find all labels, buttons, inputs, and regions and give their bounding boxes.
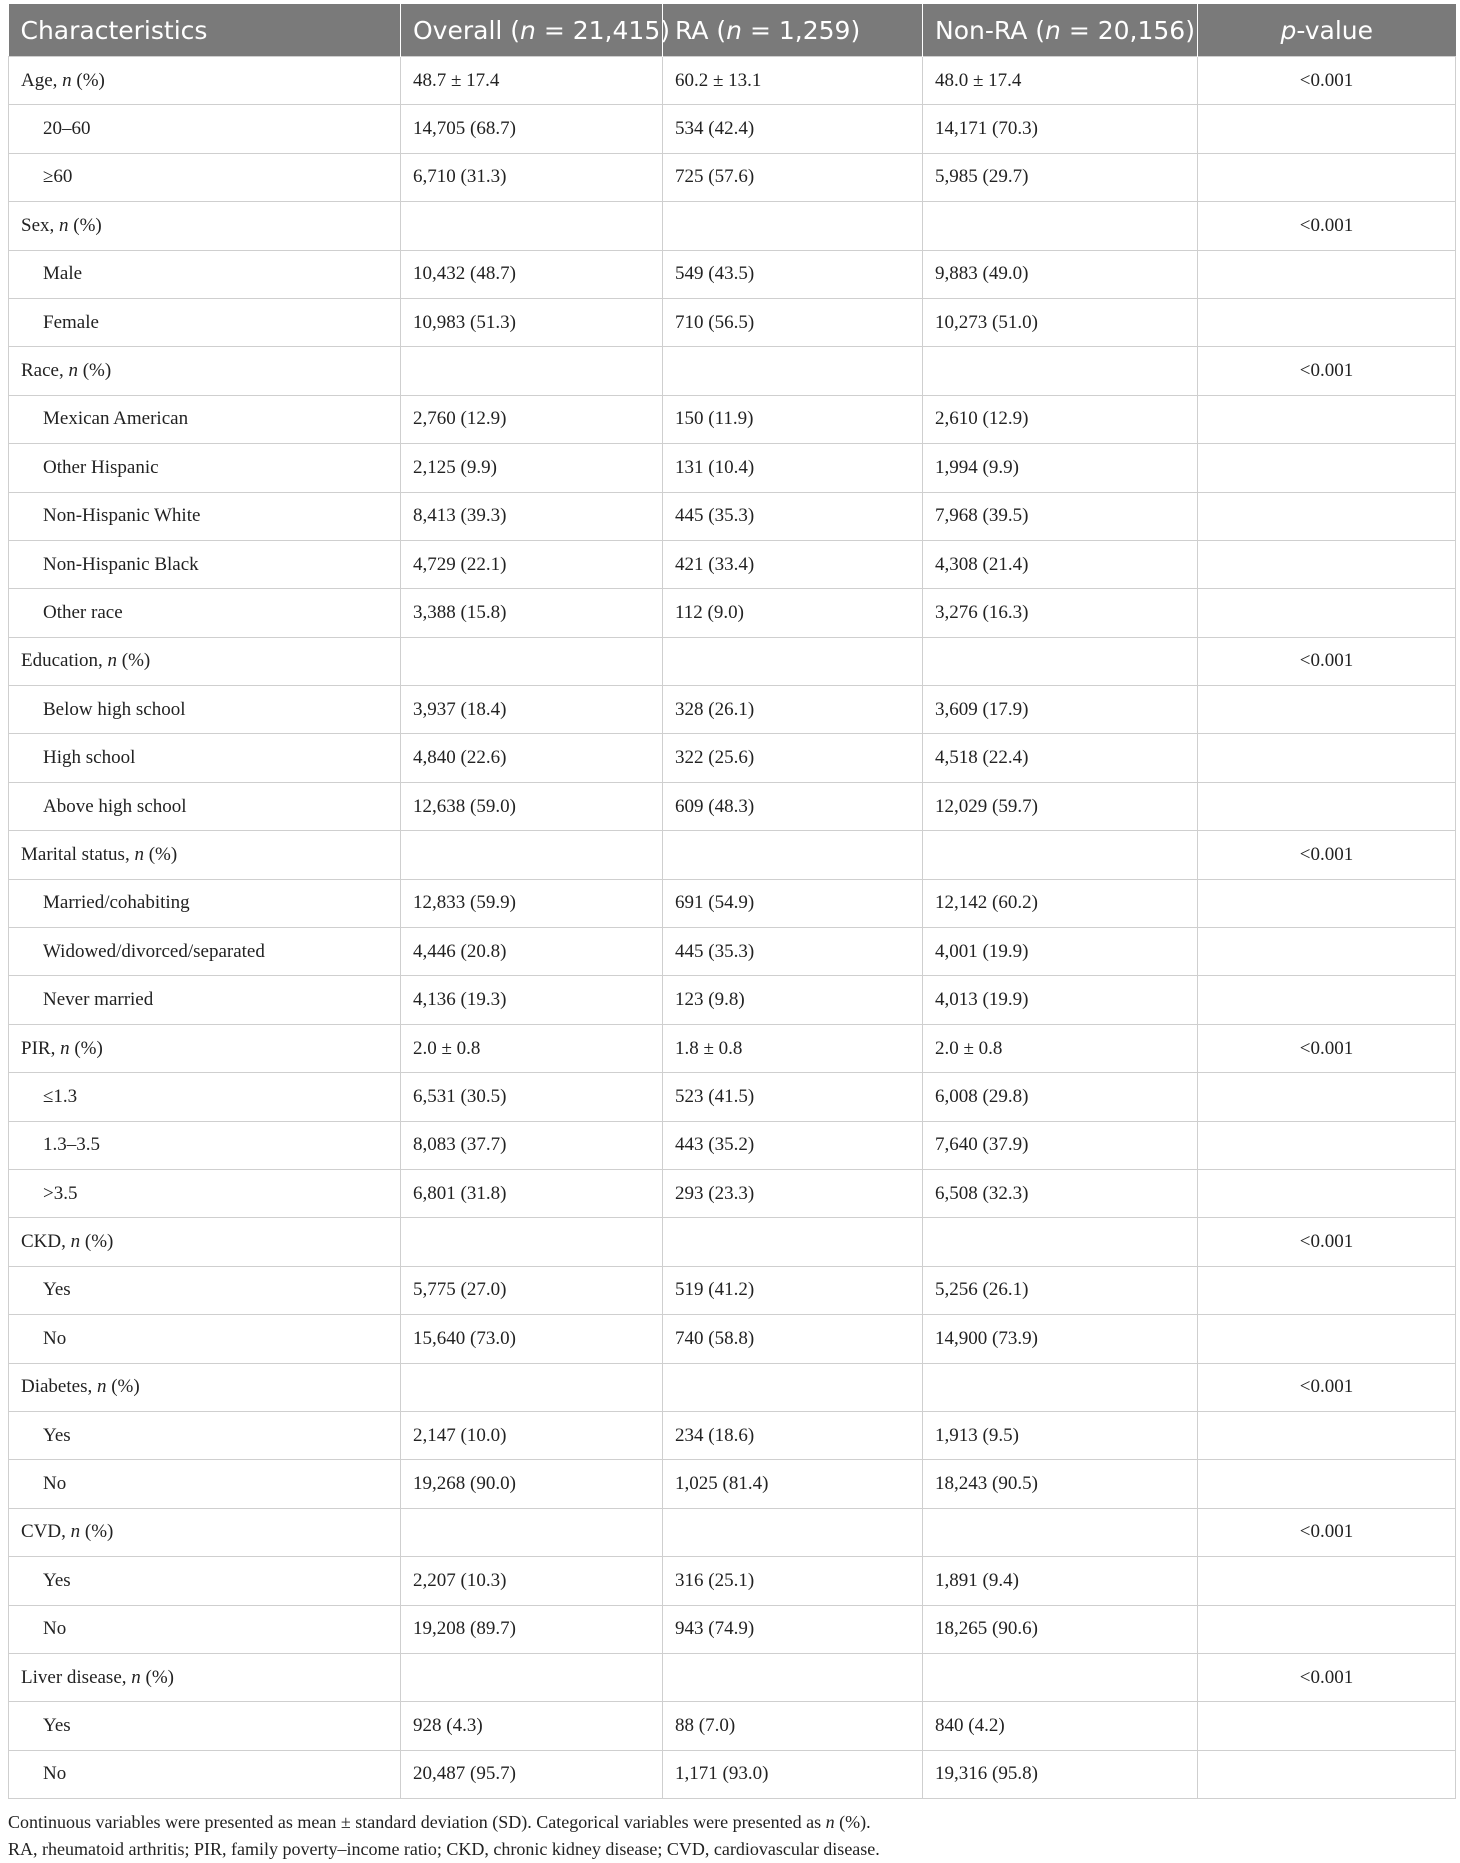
table-row — [9, 928, 1456, 976]
table-row — [9, 1218, 1456, 1266]
table-container — [8, 4, 1455, 1863]
header-ra: RA (n = 1,259) — [663, 4, 923, 57]
ra-cell: 445 (35.3) — [663, 928, 923, 976]
ra-cell: 943 (74.9) — [663, 1605, 923, 1653]
overall-cell: 12,833 (59.9) — [401, 879, 663, 927]
table-row — [9, 637, 1456, 685]
characteristic-label: 1.3–3.5 — [9, 1121, 401, 1169]
ra-cell: 534 (42.4) — [663, 105, 923, 153]
overall-cell: 2,125 (9.9) — [401, 444, 663, 492]
characteristic-label: Education, n (%) — [9, 637, 401, 685]
characteristic-label: Other race — [9, 589, 401, 637]
non-ra-cell: 4,001 (19.9) — [923, 928, 1198, 976]
overall-cell: 10,983 (51.3) — [401, 298, 663, 346]
characteristic-label: High school — [9, 734, 401, 782]
overall-cell — [401, 1508, 663, 1556]
ra-cell: 710 (56.5) — [663, 298, 923, 346]
table-row — [9, 782, 1456, 830]
non-ra-cell: 10,273 (51.0) — [923, 298, 1198, 346]
characteristic-label: Male — [9, 250, 401, 298]
overall-cell: 19,208 (89.7) — [401, 1605, 663, 1653]
overall-cell: 2,147 (10.0) — [401, 1411, 663, 1459]
overall-cell: 2,207 (10.3) — [401, 1557, 663, 1605]
characteristic-label: Below high school — [9, 686, 401, 734]
characteristic-label: Widowed/divorced/separated — [9, 928, 401, 976]
ra-cell: 112 (9.0) — [663, 589, 923, 637]
ra-cell — [663, 1653, 923, 1701]
p-value-cell: <0.001 — [1198, 637, 1456, 685]
overall-cell — [401, 1653, 663, 1701]
characteristic-label: Yes — [9, 1702, 401, 1750]
overall-cell — [401, 347, 663, 395]
p-value-cell: <0.001 — [1198, 1024, 1456, 1072]
ra-cell — [663, 831, 923, 879]
p-value-cell — [1198, 298, 1456, 346]
table-row — [9, 879, 1456, 927]
non-ra-cell — [923, 1508, 1198, 1556]
ra-cell: 443 (35.2) — [663, 1121, 923, 1169]
non-ra-cell: 18,265 (90.6) — [923, 1605, 1198, 1653]
characteristic-label: Above high school — [9, 782, 401, 830]
table-row — [9, 1411, 1456, 1459]
p-value-cell — [1198, 153, 1456, 201]
ra-cell: 131 (10.4) — [663, 444, 923, 492]
non-ra-cell — [923, 202, 1198, 250]
characteristic-label: ≥60 — [9, 153, 401, 201]
non-ra-cell: 4,013 (19.9) — [923, 976, 1198, 1024]
non-ra-cell: 7,968 (39.5) — [923, 492, 1198, 540]
table-row — [9, 1702, 1456, 1750]
p-value-cell: <0.001 — [1198, 831, 1456, 879]
overall-cell — [401, 202, 663, 250]
non-ra-cell — [923, 1218, 1198, 1266]
characteristic-label: No — [9, 1750, 401, 1798]
ra-cell: 691 (54.9) — [663, 879, 923, 927]
ra-cell: 123 (9.8) — [663, 976, 923, 1024]
non-ra-cell: 19,316 (95.8) — [923, 1750, 1198, 1798]
non-ra-cell — [923, 637, 1198, 685]
non-ra-cell: 4,308 (21.4) — [923, 540, 1198, 588]
ra-cell: 421 (33.4) — [663, 540, 923, 588]
overall-cell: 4,446 (20.8) — [401, 928, 663, 976]
footnote-line-2: RA, rheumatoid arthritis; PIR, family poverty–income ratio; CKD, chronic kidney disease; CVD, cardiovascular disease. — [8, 1839, 880, 1860]
table-row — [9, 686, 1456, 734]
characteristic-label: No — [9, 1460, 401, 1508]
non-ra-cell: 14,171 (70.3) — [923, 105, 1198, 153]
p-value-cell — [1198, 686, 1456, 734]
p-value-cell — [1198, 928, 1456, 976]
ra-cell — [663, 1363, 923, 1411]
table-row — [9, 492, 1456, 540]
p-value-cell: <0.001 — [1198, 347, 1456, 395]
characteristic-label: Sex, n (%) — [9, 202, 401, 250]
ra-cell — [663, 1218, 923, 1266]
ra-cell — [663, 637, 923, 685]
footnotes — [8, 1809, 1455, 1863]
characteristic-label: ≤1.3 — [9, 1073, 401, 1121]
overall-cell — [401, 831, 663, 879]
characteristic-label: Race, n (%) — [9, 347, 401, 395]
characteristics-table — [8, 4, 1456, 1799]
p-value-cell — [1198, 1121, 1456, 1169]
non-ra-cell: 1,913 (9.5) — [923, 1411, 1198, 1459]
non-ra-cell: 7,640 (37.9) — [923, 1121, 1198, 1169]
p-value-cell — [1198, 1073, 1456, 1121]
non-ra-cell: 840 (4.2) — [923, 1702, 1198, 1750]
ra-cell: 316 (25.1) — [663, 1557, 923, 1605]
ra-cell: 88 (7.0) — [663, 1702, 923, 1750]
table-row — [9, 105, 1456, 153]
ra-cell: 740 (58.8) — [663, 1315, 923, 1363]
overall-cell — [401, 1218, 663, 1266]
ra-cell: 293 (23.3) — [663, 1169, 923, 1217]
p-value-cell: <0.001 — [1198, 1653, 1456, 1701]
overall-cell: 12,638 (59.0) — [401, 782, 663, 830]
ra-cell: 445 (35.3) — [663, 492, 923, 540]
header-row — [9, 4, 1456, 57]
non-ra-cell: 3,276 (16.3) — [923, 589, 1198, 637]
table-row — [9, 1363, 1456, 1411]
characteristic-label: No — [9, 1315, 401, 1363]
characteristic-label: Diabetes, n (%) — [9, 1363, 401, 1411]
ra-cell: 609 (48.3) — [663, 782, 923, 830]
ra-cell — [663, 202, 923, 250]
table-row — [9, 1605, 1456, 1653]
table-row — [9, 1315, 1456, 1363]
table-row — [9, 1169, 1456, 1217]
non-ra-cell: 3,609 (17.9) — [923, 686, 1198, 734]
p-value-cell — [1198, 250, 1456, 298]
overall-cell: 2,760 (12.9) — [401, 395, 663, 443]
table-row — [9, 1653, 1456, 1701]
overall-cell: 19,268 (90.0) — [401, 1460, 663, 1508]
table-row — [9, 1750, 1456, 1798]
table-row — [9, 250, 1456, 298]
ra-cell: 523 (41.5) — [663, 1073, 923, 1121]
p-value-cell — [1198, 1750, 1456, 1798]
p-value-cell — [1198, 105, 1456, 153]
table-row — [9, 1460, 1456, 1508]
p-value-cell — [1198, 540, 1456, 588]
characteristic-label: Married/cohabiting — [9, 879, 401, 927]
non-ra-cell: 48.0 ± 17.4 — [923, 57, 1198, 105]
characteristic-label: 20–60 — [9, 105, 401, 153]
footnote-line-1: Continuous variables were presented as mean ± standard deviation (SD). Categorical variables were presented as n (%). — [8, 1812, 871, 1833]
table-row — [9, 153, 1456, 201]
overall-cell: 15,640 (73.0) — [401, 1315, 663, 1363]
ra-cell: 150 (11.9) — [663, 395, 923, 443]
overall-cell: 10,432 (48.7) — [401, 250, 663, 298]
non-ra-cell: 14,900 (73.9) — [923, 1315, 1198, 1363]
ra-cell: 1,171 (93.0) — [663, 1750, 923, 1798]
ra-cell: 234 (18.6) — [663, 1411, 923, 1459]
characteristic-label: >3.5 — [9, 1169, 401, 1217]
p-value-cell: <0.001 — [1198, 57, 1456, 105]
ra-cell: 322 (25.6) — [663, 734, 923, 782]
table-row — [9, 734, 1456, 782]
characteristic-label: Marital status, n (%) — [9, 831, 401, 879]
table-row — [9, 1024, 1456, 1072]
p-value-cell: <0.001 — [1198, 202, 1456, 250]
overall-cell: 8,413 (39.3) — [401, 492, 663, 540]
p-value-cell — [1198, 1702, 1456, 1750]
ra-cell: 328 (26.1) — [663, 686, 923, 734]
header-characteristics: Characteristics — [9, 4, 401, 57]
ra-cell: 725 (57.6) — [663, 153, 923, 201]
non-ra-cell: 2,610 (12.9) — [923, 395, 1198, 443]
p-value-cell — [1198, 734, 1456, 782]
characteristic-label: Yes — [9, 1266, 401, 1314]
p-value-cell — [1198, 1315, 1456, 1363]
overall-cell: 3,388 (15.8) — [401, 589, 663, 637]
header-p-value: p-value — [1198, 4, 1456, 57]
characteristic-label: PIR, n (%) — [9, 1024, 401, 1072]
characteristic-label: CKD, n (%) — [9, 1218, 401, 1266]
ra-cell: 549 (43.5) — [663, 250, 923, 298]
table-row — [9, 444, 1456, 492]
header-overall: Overall (n = 21,415) — [401, 4, 663, 57]
characteristic-label: Non-Hispanic Black — [9, 540, 401, 588]
p-value-cell: <0.001 — [1198, 1508, 1456, 1556]
p-value-cell — [1198, 444, 1456, 492]
p-value-cell: <0.001 — [1198, 1363, 1456, 1411]
table-row — [9, 1508, 1456, 1556]
non-ra-cell: 5,985 (29.7) — [923, 153, 1198, 201]
characteristic-label: Non-Hispanic White — [9, 492, 401, 540]
characteristic-label: Female — [9, 298, 401, 346]
non-ra-cell: 1,891 (9.4) — [923, 1557, 1198, 1605]
overall-cell: 3,937 (18.4) — [401, 686, 663, 734]
characteristic-label: Age, n (%) — [9, 57, 401, 105]
overall-cell: 8,083 (37.7) — [401, 1121, 663, 1169]
p-value-cell — [1198, 1169, 1456, 1217]
table-row — [9, 976, 1456, 1024]
table-row — [9, 347, 1456, 395]
table-row — [9, 1557, 1456, 1605]
overall-cell: 6,710 (31.3) — [401, 153, 663, 201]
table-row — [9, 1121, 1456, 1169]
overall-cell: 20,487 (95.7) — [401, 1750, 663, 1798]
p-value-cell — [1198, 1605, 1456, 1653]
characteristic-label: Yes — [9, 1411, 401, 1459]
overall-cell: 4,729 (22.1) — [401, 540, 663, 588]
characteristic-label: Other Hispanic — [9, 444, 401, 492]
ra-cell: 60.2 ± 13.1 — [663, 57, 923, 105]
non-ra-cell — [923, 1653, 1198, 1701]
p-value-cell — [1198, 492, 1456, 540]
ra-cell: 1.8 ± 0.8 — [663, 1024, 923, 1072]
table-row — [9, 298, 1456, 346]
overall-cell: 2.0 ± 0.8 — [401, 1024, 663, 1072]
table-row — [9, 1266, 1456, 1314]
ra-cell: 519 (41.2) — [663, 1266, 923, 1314]
table-row — [9, 1073, 1456, 1121]
table-row — [9, 57, 1456, 105]
non-ra-cell: 6,008 (29.8) — [923, 1073, 1198, 1121]
overall-cell — [401, 637, 663, 685]
overall-cell: 5,775 (27.0) — [401, 1266, 663, 1314]
non-ra-cell: 12,142 (60.2) — [923, 879, 1198, 927]
non-ra-cell — [923, 1363, 1198, 1411]
overall-cell: 928 (4.3) — [401, 1702, 663, 1750]
table-row — [9, 395, 1456, 443]
p-value-cell — [1198, 782, 1456, 830]
non-ra-cell: 9,883 (49.0) — [923, 250, 1198, 298]
non-ra-cell: 18,243 (90.5) — [923, 1460, 1198, 1508]
non-ra-cell: 12,029 (59.7) — [923, 782, 1198, 830]
non-ra-cell: 2.0 ± 0.8 — [923, 1024, 1198, 1072]
overall-cell: 4,840 (22.6) — [401, 734, 663, 782]
ra-cell — [663, 347, 923, 395]
overall-cell: 4,136 (19.3) — [401, 976, 663, 1024]
characteristic-label: CVD, n (%) — [9, 1508, 401, 1556]
non-ra-cell: 4,518 (22.4) — [923, 734, 1198, 782]
table-row — [9, 540, 1456, 588]
overall-cell: 6,531 (30.5) — [401, 1073, 663, 1121]
characteristic-label: Yes — [9, 1557, 401, 1605]
ra-cell: 1,025 (81.4) — [663, 1460, 923, 1508]
overall-cell: 6,801 (31.8) — [401, 1169, 663, 1217]
non-ra-cell — [923, 831, 1198, 879]
table-body — [9, 57, 1456, 1799]
overall-cell: 14,705 (68.7) — [401, 105, 663, 153]
overall-cell: 48.7 ± 17.4 — [401, 57, 663, 105]
non-ra-cell: 1,994 (9.9) — [923, 444, 1198, 492]
header-non-ra: Non-RA (n = 20,156) — [923, 4, 1198, 57]
overall-cell — [401, 1363, 663, 1411]
characteristic-label: Liver disease, n (%) — [9, 1653, 401, 1701]
table-row — [9, 831, 1456, 879]
characteristic-label: Mexican American — [9, 395, 401, 443]
characteristic-label: No — [9, 1605, 401, 1653]
p-value-cell — [1198, 589, 1456, 637]
p-value-cell — [1198, 1460, 1456, 1508]
table-row — [9, 589, 1456, 637]
p-value-cell — [1198, 976, 1456, 1024]
non-ra-cell — [923, 347, 1198, 395]
p-value-cell — [1198, 395, 1456, 443]
p-value-cell — [1198, 1266, 1456, 1314]
characteristic-label: Never married — [9, 976, 401, 1024]
p-value-cell — [1198, 879, 1456, 927]
ra-cell — [663, 1508, 923, 1556]
table-row — [9, 202, 1456, 250]
p-value-cell — [1198, 1411, 1456, 1459]
p-value-cell: <0.001 — [1198, 1218, 1456, 1266]
non-ra-cell: 5,256 (26.1) — [923, 1266, 1198, 1314]
p-value-cell — [1198, 1557, 1456, 1605]
non-ra-cell: 6,508 (32.3) — [923, 1169, 1198, 1217]
